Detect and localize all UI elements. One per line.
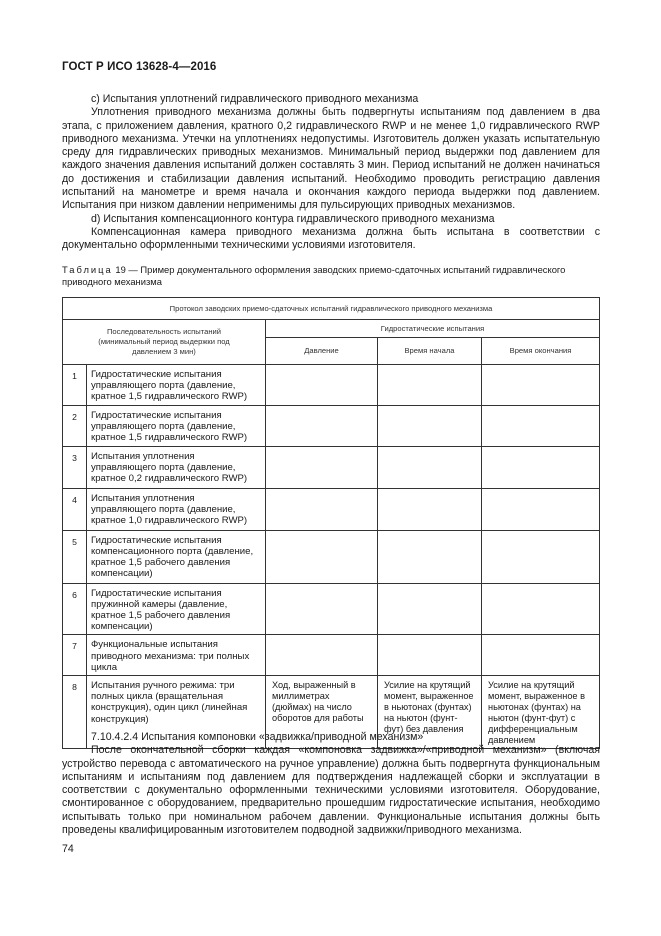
cell-end-time [482,583,600,635]
cell-pressure: Ход, выраженный в миллиметрах (дюймах) на число оборотов для работы [266,676,378,749]
cell-end-time [482,530,600,583]
column-header-start-time: Время начала [378,338,482,365]
cell-pressure [266,406,378,447]
row-number: 7 [63,635,87,676]
table-row [63,635,600,676]
section-bottom-text [62,731,600,837]
row-description: Испытания уплотнения управляющего порта (давление, кратное 1,0 гидравлического RWP) [87,488,266,530]
row-description: Гидростатические испытания компенсационного порта (давление, кратное 1,5 рабочего давления компенсации) [87,530,266,583]
cell-end-time [482,488,600,530]
cell-pressure [266,488,378,530]
cell-start-time [378,365,482,406]
paragraph-seal-tests: Уплотнения приводного механизма должны быть подвергнуты испытаниям под давлением в два этапа, с приложением давления, кратного 0,2 гидравлического RWP и не менее 1,0 гидравлического RWP приводного механизма. Утечки на уплотнениях недопустимы. Изготовитель должен указать испытательную среду для гидравлических приводных механизмов. Минимальный период выдержки под давлением для каждого значения давления испытаний должен составлять 3 мин. Период испытаний не должен начинаться до достижения и стабилизации давления испытаний. Необходимо проводить регистрацию давления испытаний на манометре и время начала и окончания каждого периода выдержки под давлением. Испытания при низком давлении неприменимы для пульсирующих приводных механизмов. [62,106,600,212]
row-description: Испытания ручного режима: три полных цикла (вращательная конструкция), один цикл (линейная конструкция) [87,676,266,749]
row-number: 6 [63,583,87,635]
cell-pressure [266,530,378,583]
column-header-pressure: Давление [266,338,378,365]
cell-start-time [378,446,482,488]
page-number: 74 [62,843,74,855]
table-row [63,488,600,530]
row-description: Гидростатические испытания управляющего порта (давление, кратное 1,5 гидравлического RWP) [87,365,266,406]
row-description: Гидростатические испытания пружинной камеры (давление, кратное 1,5 рабочего давления компенсации) [87,583,266,635]
row-number: 1 [63,365,87,406]
cell-start-time [378,488,482,530]
cell-pressure [266,583,378,635]
row-number: 5 [63,530,87,583]
section-top-text [62,93,600,253]
table-title-row [63,298,600,320]
cell-pressure [266,365,378,406]
hydrostatic-group-header: Гидростатические испытания [266,320,600,338]
cell-end-time: Усилие на крутящий момент, выраженное в ньютонах (фунтах) на ньютон (фунт-фут) с дифференциальным давлением [482,676,600,749]
table-caption [62,264,602,288]
cell-pressure [266,635,378,676]
cell-end-time [482,635,600,676]
subsection-heading-7-10-4-2-4: 7.10.4.2.4 Испытания компоновки «задвижка/приводной механизм» [91,731,424,743]
table-header-row-1 [63,320,600,338]
row-description: Испытания уплотнения управляющего порта (давление, кратное 0,2 гидравлического RWP) [87,446,266,488]
table-row [63,406,600,447]
table-row [63,446,600,488]
subsection-heading-d: d) Испытания компенсационного контура гидравлического приводного механизма [91,212,495,225]
row-number: 4 [63,488,87,530]
table-caption-text: 19 — Пример документального оформления заводских приемо-сдаточных испытаний гидравлического приводного механизма [62,264,566,287]
cell-pressure [266,446,378,488]
table-caption-label: Таблица [62,264,113,275]
cell-start-time: Усилие на крутящий момент, выраженное в ньютонах (фунтах) на ньютон (фунт-фут) без давления [378,676,482,749]
table-row [63,583,600,635]
sequence-header: Последовательность испытаний (минимальный период выдержки под давлением 3 мин) [63,320,266,365]
cell-end-time [482,365,600,406]
test-protocol-table [62,297,600,749]
cell-start-time [378,530,482,583]
table-row [63,365,600,406]
cell-start-time [378,406,482,447]
row-number: 3 [63,446,87,488]
paragraph-assembly-tests: После окончательной сборки каждая «компоновка задвижка»/«приводной механизм» (включая устройство перевода с автоматического на ручное управление) должна быть подвергнута функциональным испытаниям и испытаниям под давлением для подтверждения надлежащей сборки и эксплуатации в соответствии с документально оформленными техническими условиями изготовителя. Оборудование, смонтированное с оборудованием, предварительно прошедшим гидростатические испытания, необходимо испытывать только при номинальном рабочем давлении. Функциональные испытания должны быть проведены квалифицированным изготовителем подводной задвижки/приводного механизма. [62,744,600,837]
cell-start-time [378,583,482,635]
cell-end-time [482,406,600,447]
row-number: 8 [63,676,87,749]
row-number: 2 [63,406,87,447]
cell-end-time [482,446,600,488]
row-description: Функциональные испытания приводного механизма: три полных цикла [87,635,266,676]
column-header-end-time: Время окончания [482,338,600,365]
document-header: ГОСТ Р ИСО 13628-4—2016 [62,61,217,73]
table-title: Протокол заводских приемо-сдаточных испытаний гидравлического приводного механизма [63,298,600,320]
row-description: Гидростатические испытания управляющего порта (давление, кратное 1,5 гидравлического RWP) [87,406,266,447]
table-row [63,530,600,583]
paragraph-compensation-tests: Компенсационная камера приводного механизма должна быть испытана в соответствии с документально оформленными техническими условиями изготовителя. [62,225,600,252]
cell-start-time [378,635,482,676]
subsection-heading-c: c) Испытания уплотнений гидравлического приводного механизма [91,93,419,105]
